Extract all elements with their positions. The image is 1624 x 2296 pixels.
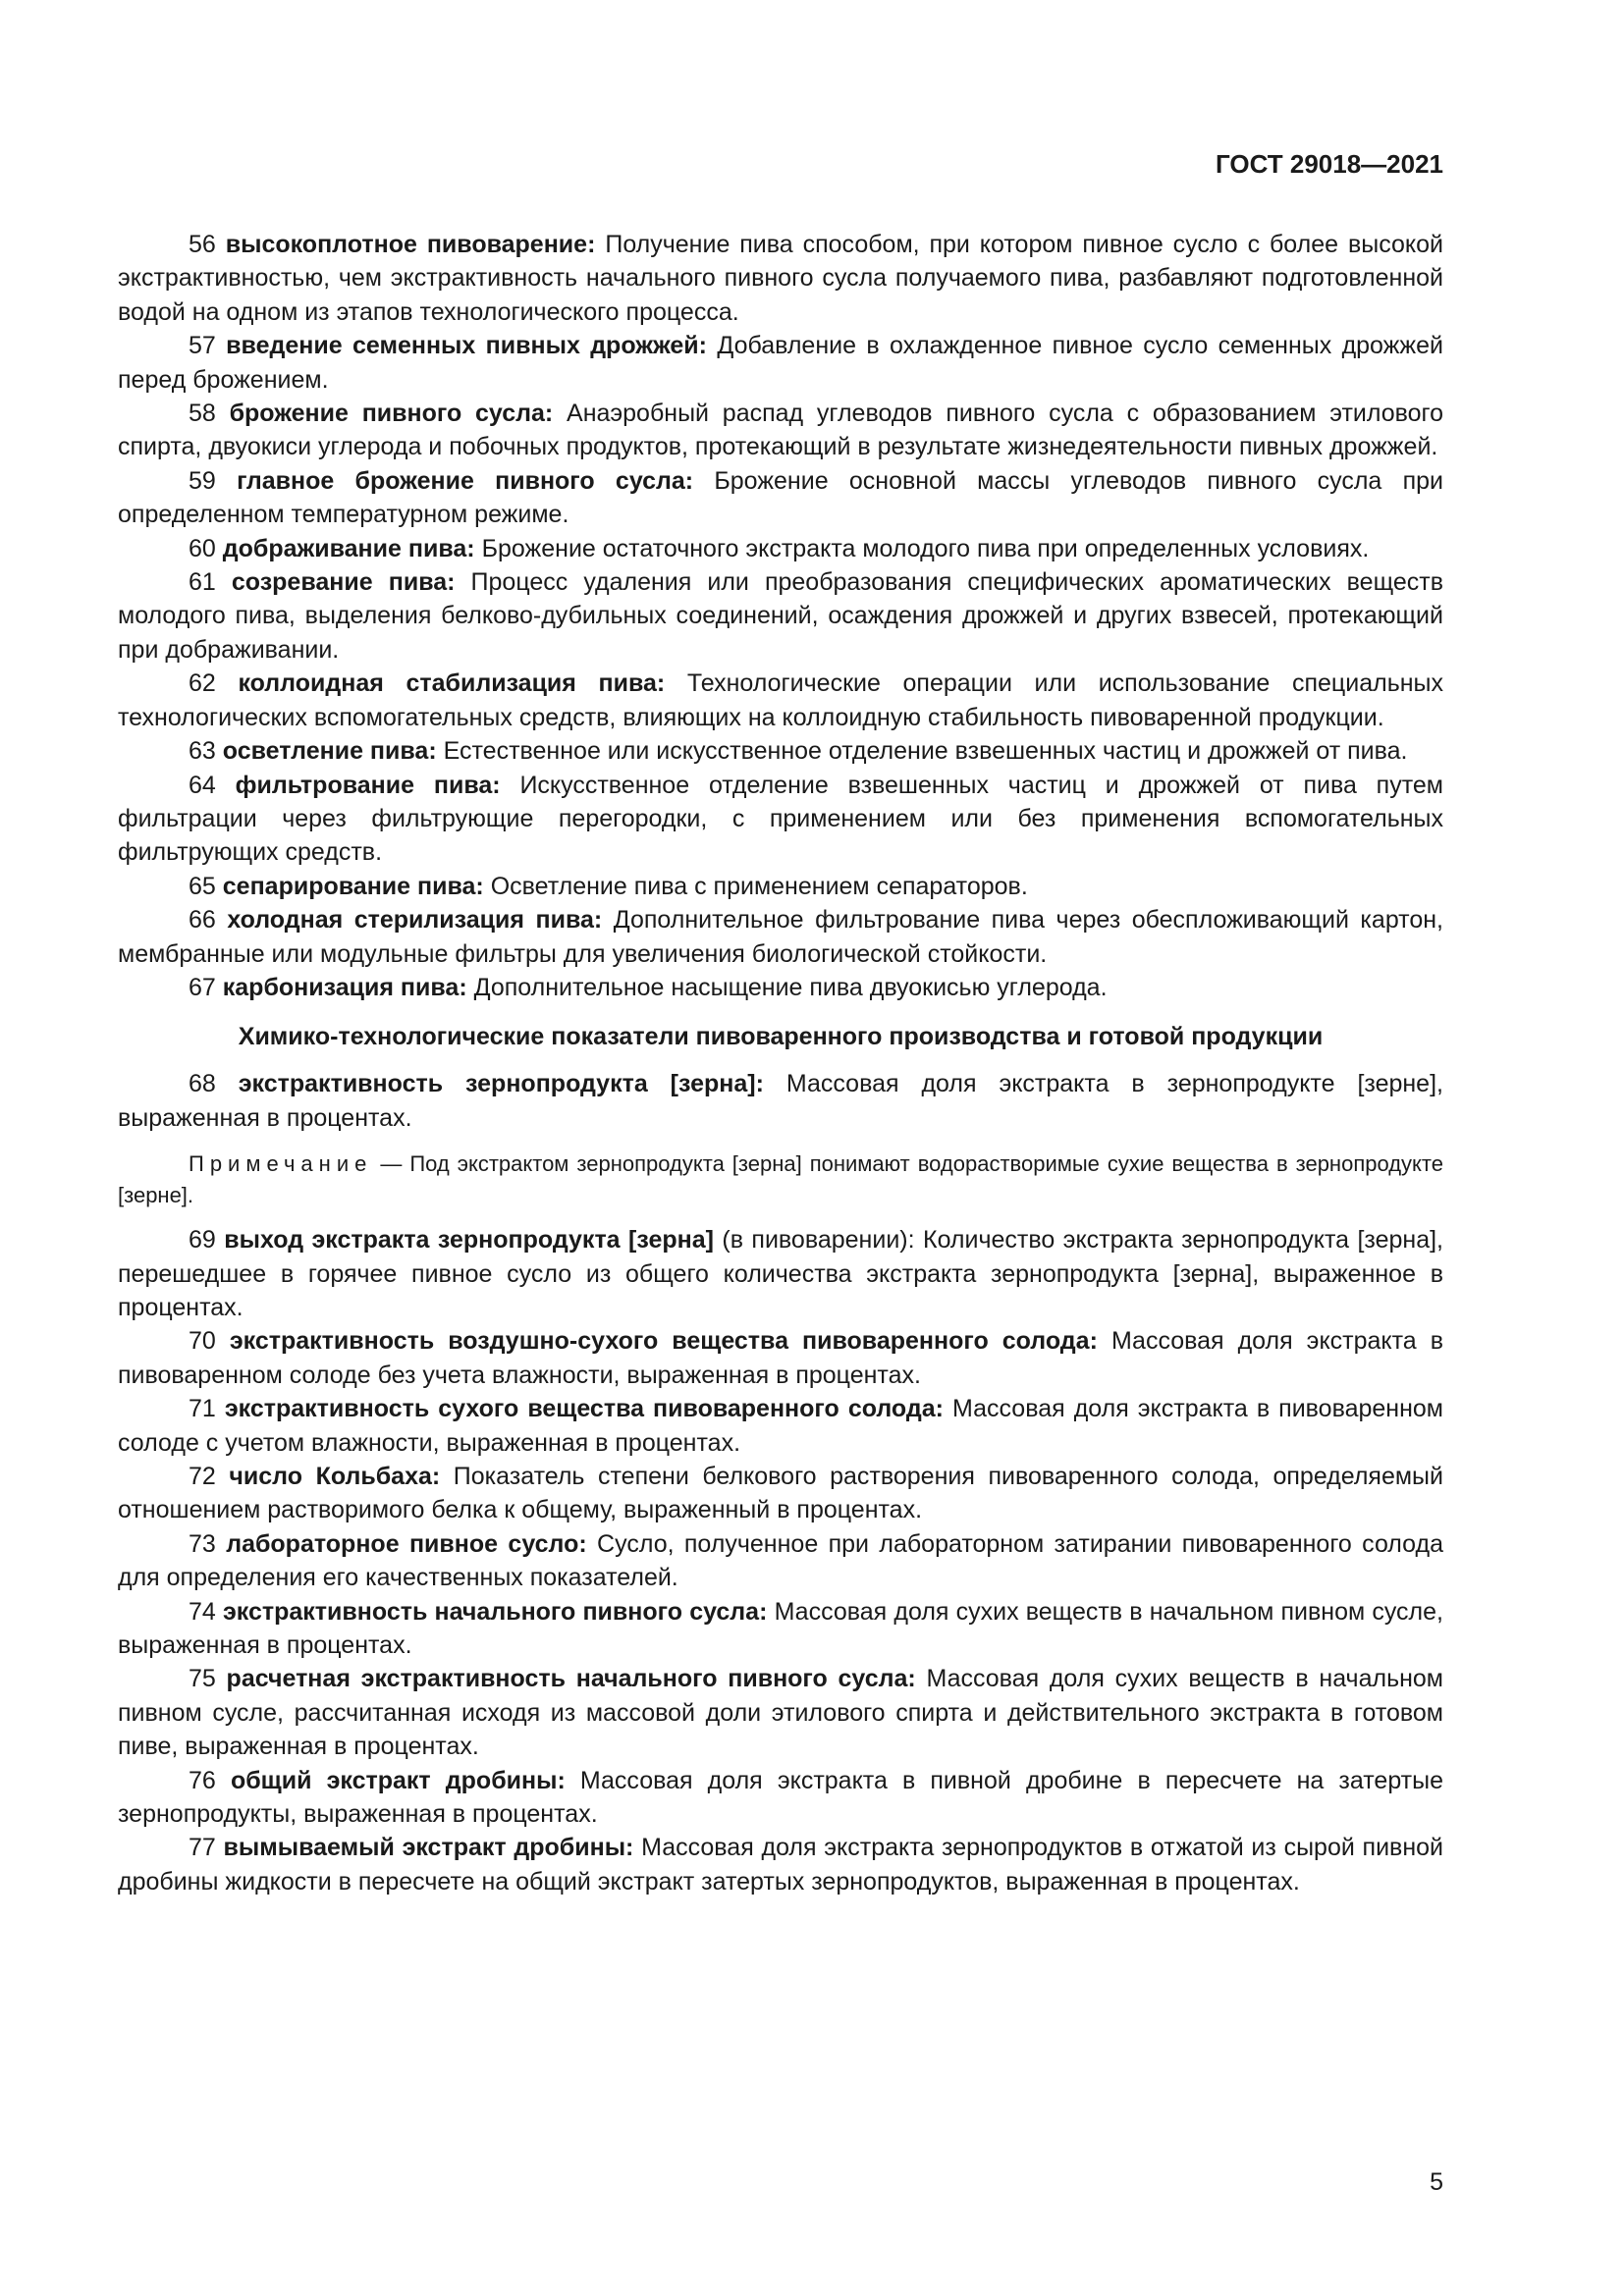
term-name: холодная стерилизация пива: xyxy=(227,906,603,934)
note-text: — Под экстрактом зернопродукта [зерна] понимают водорастворимые сухие вещества в зернопродукте [зерне]. xyxy=(118,1151,1443,1208)
term-qualifier: (в пивоварении): xyxy=(713,1226,915,1255)
term-definition: Массовая доля экстракта зернопродуктов в отжатой из сырой пивной дробины жидкости в пересчете на общий экстракт затертых зернопродуктов, выраженная в процентах. xyxy=(118,1834,1443,1896)
term-name: вымываемый экстракт дробины: xyxy=(223,1834,634,1862)
term-definition: Анаэробный распад углеводов пивного сусла с образованием этилового спирта, двуокиси углерода и побочных продуктов, протекающий в результате жизнедеятельности пивных дрожжей. xyxy=(118,400,1444,461)
term-definition: Естественное или искусственное отделение взвешенных частиц и дрожжей от пива. xyxy=(443,737,1408,766)
term-entry-68 xyxy=(118,1067,1443,1135)
term-entry-62 xyxy=(118,667,1443,734)
term-name: экстрактивность зернопродукта [зерна]: xyxy=(238,1070,764,1098)
term-name: коллоидная стабилизация пива: xyxy=(238,669,666,698)
term-number: 76 xyxy=(189,1766,216,1794)
term-entry-66 xyxy=(118,903,1443,971)
term-entry-61 xyxy=(118,565,1443,667)
term-name: экстрактивность начального пивного сусла: xyxy=(222,1597,768,1626)
term-definition: Дополнительное фильтрование пива через обеспложивающий картон, мембранные или модульные фильтры для увеличения биологической стойкости. xyxy=(118,906,1443,968)
term-name: созревание пива: xyxy=(231,568,456,597)
term-entry-76 xyxy=(118,1764,1443,1832)
note-label: Примечание xyxy=(189,1151,373,1177)
terms-list-3 xyxy=(118,1223,1443,1898)
term-name: введение семенных пивных дрожжей: xyxy=(226,332,707,360)
term-number: 64 xyxy=(189,771,216,799)
term-name: сепарирование пива: xyxy=(222,872,484,900)
term-definition: Получение пива способом, при котором пивное сусло с более высокой экстрактивностью, чем экстрактивность начального пивного сусла получаемого пива, разбавляют подготовленной водой на одном из этапов технологического процесса. xyxy=(118,231,1443,326)
term-name: карбонизация пива: xyxy=(222,973,467,1001)
term-entry-59 xyxy=(118,464,1443,532)
term-definition: Массовая доля экстракта в пивной дробине в пересчете на затертые зернопродукты, выраженная в процентах. xyxy=(118,1766,1443,1829)
term-definition: Массовая доля сухих веществ в начальном пивном сусле, выраженная в процентах. xyxy=(118,1597,1443,1660)
term-definition: Массовая доля сухих веществ в начальном пивном сусле, рассчитанная исходя из массовой доли этилового спирта и действительного экстракта в готовом пиве, выраженная в процентах. xyxy=(118,1665,1443,1761)
term-name: главное брожение пивного сусла: xyxy=(237,466,694,495)
terms-list-1 xyxy=(118,228,1443,1004)
term-number: 56 xyxy=(189,231,216,258)
term-number: 77 xyxy=(189,1834,216,1862)
term-name: лабораторное пивное сусло: xyxy=(226,1529,587,1558)
term-name: осветление пива: xyxy=(222,737,437,766)
term-number: 71 xyxy=(189,1395,216,1423)
term-name: выход экстракта зернопродукта [зерна] xyxy=(224,1226,714,1255)
term-definition: Массовая доля экстракта в зернопродукте [зерне], выраженная в процентах. xyxy=(118,1070,1443,1132)
term-number: 62 xyxy=(189,669,216,698)
term-entry-70 xyxy=(118,1324,1443,1392)
term-name: расчетная экстрактивность начального пивного сусла: xyxy=(226,1665,916,1693)
term-entry-64 xyxy=(118,769,1443,870)
term-entry-69 xyxy=(118,1223,1443,1324)
term-number: 74 xyxy=(189,1597,216,1626)
term-definition: Брожение остаточного экстракта молодого пива при определенных условиях. xyxy=(481,534,1370,562)
term-definition: Показатель степени белкового растворения пивоваренного солода, определяемый отношением растворимого белка к общему, выраженный в процентах. xyxy=(118,1463,1443,1524)
note xyxy=(118,1148,1443,1211)
term-definition: Осветление пива с применением сепараторов. xyxy=(490,872,1028,900)
term-number: 61 xyxy=(189,568,216,597)
term-definition: Массовая доля экстракта в пивоваренном солоде с учетом влажности, выраженная в процентах. xyxy=(118,1395,1443,1457)
term-number: 63 xyxy=(189,737,216,766)
term-name: дображивание пива: xyxy=(222,534,475,562)
section-heading: Химико-технологические показатели пивоваренного производства и готовой продукции xyxy=(238,1023,1324,1051)
term-number: 60 xyxy=(189,534,216,562)
term-definition: Искусственное отделение взвешенных частиц и дрожжей от пива путем фильтрации через фильтрующие перегородки, с применением или без применения вспомогательных фильтрующих средств. xyxy=(118,771,1443,867)
term-number: 68 xyxy=(189,1070,216,1098)
term-definition: Дополнительное насыщение пива двуокисью углерода. xyxy=(473,973,1108,1001)
term-number: 57 xyxy=(189,332,216,360)
term-number: 70 xyxy=(189,1327,216,1356)
term-entry-57 xyxy=(118,329,1443,397)
term-entry-71 xyxy=(118,1392,1443,1460)
term-name: число Кольбаха: xyxy=(229,1463,441,1490)
term-name: высокоплотное пивоварение: xyxy=(225,231,596,258)
term-entry-60 xyxy=(118,532,1443,565)
term-definition: Технологические операции или использование специальных технологических вспомогательных средств, влияющих на коллоидную стабильность пивоваренной продукции. xyxy=(118,669,1443,731)
term-name: общий экстракт дробины: xyxy=(230,1766,566,1794)
term-entry-73 xyxy=(118,1527,1443,1595)
term-entry-67 xyxy=(118,971,1443,1004)
term-entry-72 xyxy=(118,1460,1443,1527)
term-entry-74 xyxy=(118,1595,1443,1663)
term-number: 58 xyxy=(189,400,216,428)
term-definition: Брожение основной массы углеводов пивного сусла при определенном температурном режиме. xyxy=(118,466,1443,529)
term-entry-56 xyxy=(118,228,1443,329)
term-name: фильтрование пива: xyxy=(235,771,501,799)
term-number: 73 xyxy=(189,1529,216,1558)
term-name: экстрактивность воздушно-сухого вещества пивоваренного солода: xyxy=(229,1327,1098,1356)
term-entry-75 xyxy=(118,1662,1443,1763)
term-number: 66 xyxy=(189,906,216,934)
term-definition: Сусло, полученное при лабораторном затирании пивоваренного солода для определения его качественных показателей. xyxy=(118,1529,1444,1592)
term-definition: Количество экстракта зернопродукта [зерна], перешедшее в горячее пивное сусло из общего количества экстракта зернопродукта [зерна], выраженное в процентах. xyxy=(118,1226,1443,1321)
term-definition: Массовая доля экстракта в пивоваренном солоде без учета влажности, выраженная в процентах. xyxy=(118,1327,1444,1389)
term-number: 65 xyxy=(189,872,216,900)
term-number: 69 xyxy=(189,1226,216,1255)
term-definition: Процесс удаления или преобразования специфических ароматических веществ молодого пива, выделения белково-дубильных соединений, осаждения дрожжей и других взвесей, протекающий при дображивании. xyxy=(118,568,1443,664)
page-number: 5 xyxy=(1430,2168,1443,2196)
term-definition: Добавление в охлажденное пивное сусло семенных дрожжей перед брожением. xyxy=(118,332,1444,394)
term-entry-65 xyxy=(118,870,1443,903)
term-entry-63 xyxy=(118,734,1443,768)
document-body xyxy=(118,228,1443,1898)
term-number: 59 xyxy=(189,466,216,495)
term-number: 67 xyxy=(189,973,216,1001)
terms-list-2 xyxy=(118,1067,1443,1135)
term-name: экстрактивность сухого вещества пивоваренного солода: xyxy=(224,1395,944,1423)
term-entry-77 xyxy=(118,1831,1443,1898)
document-header: ГОСТ 29018—2021 xyxy=(1216,149,1443,179)
term-number: 75 xyxy=(189,1665,216,1693)
term-number: 72 xyxy=(189,1463,216,1490)
term-entry-58 xyxy=(118,397,1443,464)
term-name: брожение пивного сусла: xyxy=(229,400,554,428)
